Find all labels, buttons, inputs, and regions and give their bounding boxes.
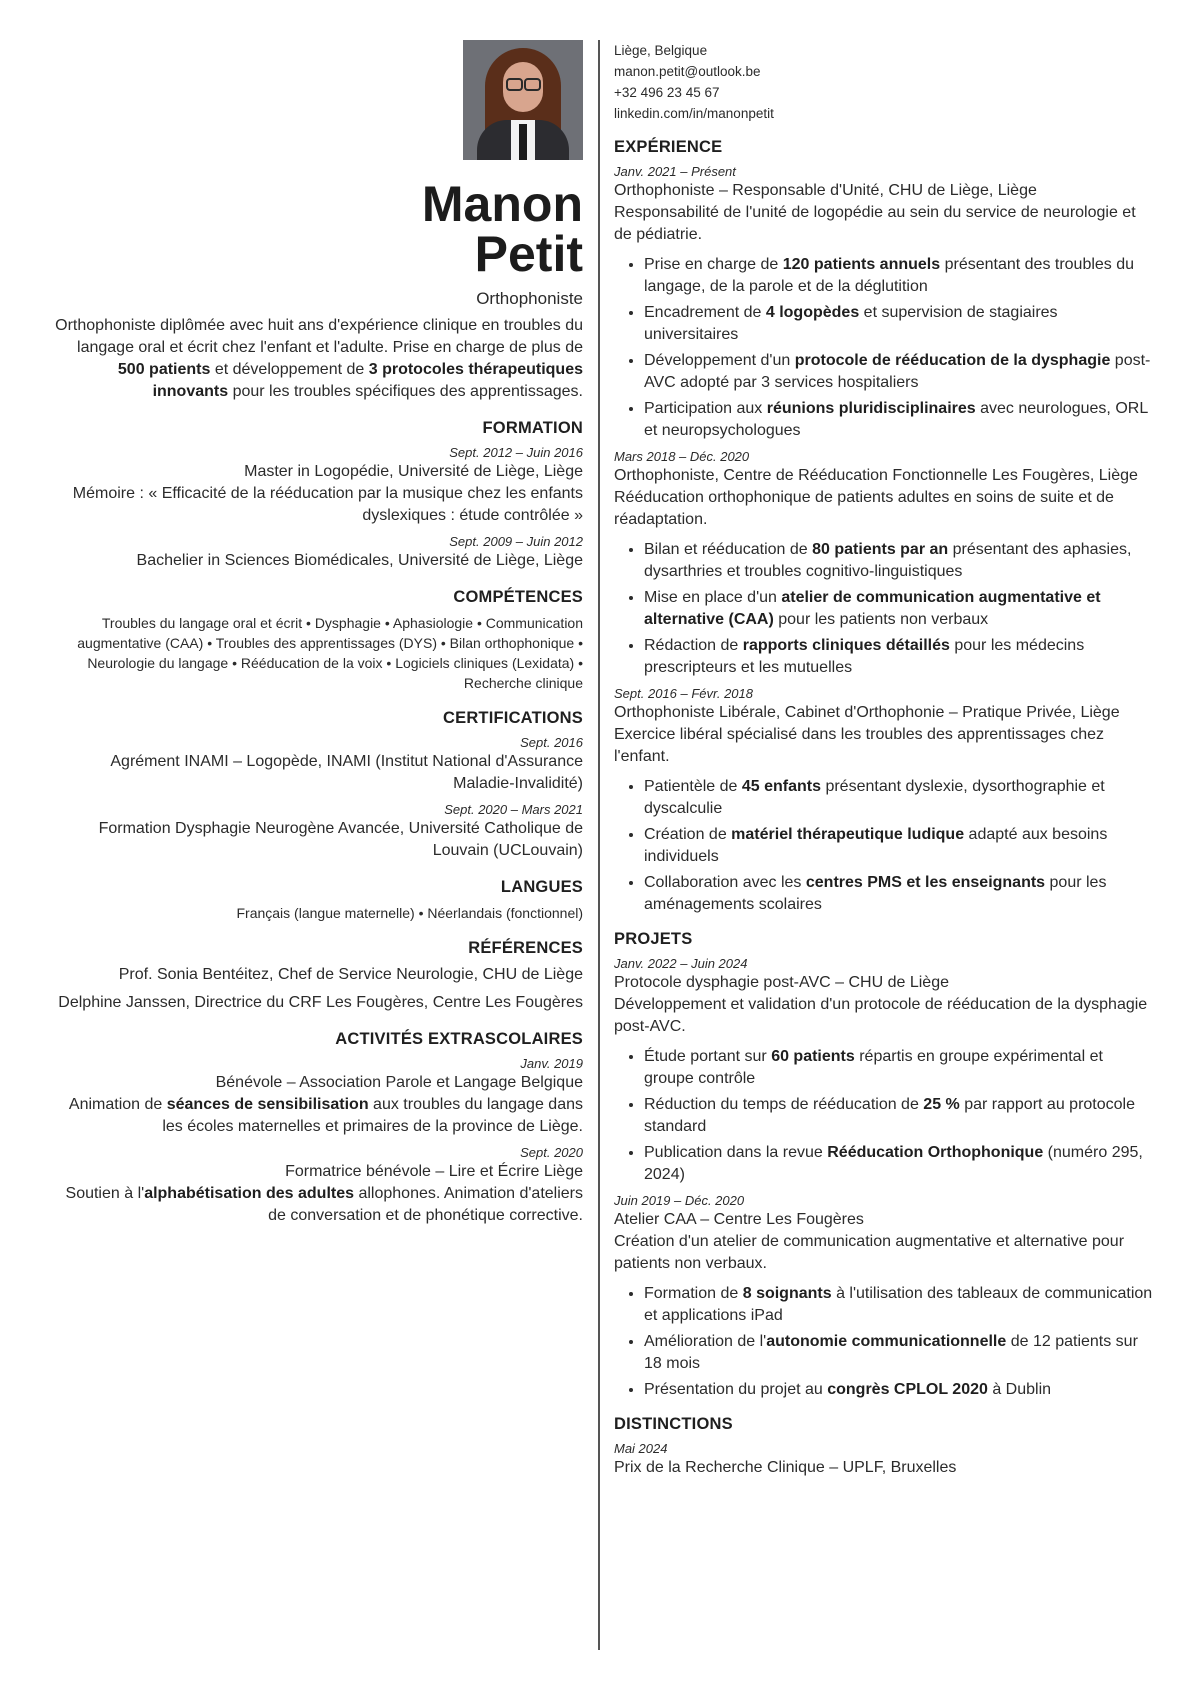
entry-bullets [614,254,1154,442]
experience-item [614,685,1154,916]
contact-linkedin[interactable]: linkedin.com/in/manonpetit [614,106,774,121]
skills-list: Troubles du langage oral et écrit • Dysphagie • Aphasiologie • Communication augmentative (CAA) • Troubles des apprentissages (DYS) • Bilan orthophonique • Neurologie du langage • Rééducation de la voix • Logiciels cliniques (Lexidata) • Recherche clinique [77,615,583,691]
entry-title: Orthophoniste Libérale, Cabinet d'Orthophonie – Pratique Privée, Liège [614,704,1120,721]
contact-phone: +32 496 23 45 67 [614,85,720,100]
bullet-item: • Création de matériel thérapeutique ludique adapté aux besoins individuels [644,824,1154,868]
entry-date: Janv. 2022 – Juin 2024 [614,956,748,971]
section-title-projets: PROJETS [614,930,693,948]
profile-photo [463,40,583,160]
entry-description: Rééducation orthophonique de patients adultes en soins de suite et de réadaptation. [614,489,1114,528]
project-item [614,955,1154,1186]
entry-description: Développement et validation d'un protocole de rééducation de la dysphagie post-AVC. [614,996,1148,1035]
entry-title: Orthophoniste – Responsable d'Unité, CHU de Liège, Liège [614,182,1037,199]
formation-item: Sept. 2009 – Juin 2012 Bachelier in Sciences Biomédicales, Université de Liège, Liège [136,534,583,569]
entry-date: Juin 2019 – Déc. 2020 [614,1193,745,1208]
bullet-item: • Participation aux réunions pluridisciplinaires avec neurologues, ORL et neuropsychologues [644,398,1154,442]
languages-list: Français (langue maternelle) • Néerlandais (fonctionnel) [236,905,583,921]
projects-list [614,955,1154,1401]
reference-item: Delphine Janssen, Directrice du CRF Les Fougères, Centre Les Fougères [58,994,583,1011]
bullet-item: • Patientèle de 45 enfants présentant dyslexie, dysorthographie et dyscalculie [644,776,1154,820]
right-column [614,40,1154,1479]
section-title-certifications: CERTIFICATIONS [443,709,583,727]
contact-email[interactable]: manon.petit@outlook.be [614,64,761,79]
entry-date: Sept. 2016 – Févr. 2018 [614,686,754,701]
entry-date: Janv. 2021 – Présent [614,164,736,179]
job-title: Orthophoniste [476,289,583,308]
distinction-item: Mai 2024 Prix de la Recherche Clinique – UPLF, Bruxelles [614,1441,957,1476]
bullet-item: • Mise en place d'un atelier de communication augmentative et alternative (CAA) pour les patients non verbaux [644,587,1154,631]
section-title-competences: COMPÉTENCES [453,588,583,606]
bullet-item: • Amélioration de l'autonomie communicationnelle de 12 patients sur 18 mois [644,1331,1154,1375]
name-first: Manon [421,176,583,232]
section-title-experience: EXPÉRIENCE [614,138,723,156]
bullet-item: • Présentation du projet au congrès CPLOL 2020 à Dublin [644,1379,1154,1401]
entry-description: Création d'un atelier de communication augmentative et alternative pour patients non verbaux. [614,1233,1125,1272]
entry-description: Exercice libéral spécialisé dans les troubles des apprentissages chez l'enfant. [614,726,1105,765]
activity-item: Janv. 2019 Bénévole – Association Parole et Langage Belgique Animation de séances de sensibilisation aux troubles du langage dans les écoles maternelles et primaires de la province de Liège. [68,1056,583,1135]
activity-item: Sept. 2020 Formatrice bénévole – Lire et Écrire Liège Soutien à l'alphabétisation des adultes allophones. Animation d'ateliers de conversation et de phonétique corrective. [65,1145,583,1224]
bullet-item: • Bilan et rééducation de 80 patients par an présentant des aphasies, dysarthries et troubles cognitivo-linguistiques [644,539,1154,583]
bullet-item: • Collaboration avec les centres PMS et les enseignants pour les aménagements scolaires [644,872,1154,916]
section-title-langues: LANGUES [500,878,583,896]
bullet-item: • Rédaction de rapports cliniques détaillés pour les médecins prescripteurs et les mutuelles [644,635,1154,679]
bullet-item: • Réduction du temps de rééducation de 25 % par rapport au protocole standard [644,1094,1154,1138]
bullet-item: • Développement d'un protocole de rééducation de la dysphagie post-AVC adopté par 3 services hospitaliers [644,350,1154,394]
entry-description: Responsabilité de l'unité de logopédie au sein du service de neurologie et de pédiatrie. [614,204,1136,243]
experience-item [614,163,1154,442]
experience-list [614,163,1154,916]
entry-title: Atelier CAA – Centre Les Fougères [614,1211,864,1228]
formation-item: Sept. 2012 – Juin 2016 Master in Logopédie, Université de Liège, Liège Mémoire : « Efficacité de la rééducation par la musique chez les enfants dyslexiques : étude contrôlée » [72,445,583,524]
name-last: Petit [474,226,583,282]
entry-bullets [614,1046,1154,1186]
certification-item: Sept. 2016 Agrément INAMI – Logopède, INAMI (Institut National d'Assurance Maladie-Invalidité) [110,735,583,792]
bullet-item: • Publication dans la revue Rééducation Orthophonique (numéro 295, 2024) [644,1142,1154,1186]
project-item [614,1192,1154,1401]
entry-date: Mars 2018 – Déc. 2020 [614,449,750,464]
contact-location: Liège, Belgique [614,43,708,58]
entry-bullets [614,1283,1154,1401]
section-title-references: RÉFÉRENCES [468,939,583,957]
certification-item: Sept. 2020 – Mars 2021 Formation Dysphagie Neurogène Avancée, Université Catholique de Louvain (UCLouvain) [98,802,583,859]
bullet-item: • Encadrement de 4 logopèdes et supervision de stagiaires universitaires [644,302,1154,346]
entry-title: Protocole dysphagie post-AVC – CHU de Liège [614,974,949,991]
section-title-activites: ACTIVITÉS EXTRASCOLAIRES [335,1030,583,1048]
entry-bullets [614,776,1154,916]
entry-title: Orthophoniste, Centre de Rééducation Fonctionnelle Les Fougères, Liège [614,467,1138,484]
bullet-item: • Formation de 8 soignants à l'utilisation des tableaux de communication et applications iPad [644,1283,1154,1327]
column-divider [598,40,600,1650]
section-title-formation: FORMATION [482,419,583,437]
bullet-item: • Étude portant sur 60 patients répartis en groupe expérimental et groupe contrôle [644,1046,1154,1090]
entry-bullets [614,539,1154,679]
reference-item: Prof. Sonia Bentéitez, Chef de Service Neurologie, CHU de Liège [118,966,583,983]
left-column [46,40,583,1233]
summary: Orthophoniste diplômée avec huit ans d'expérience clinique en troubles du langage oral et écrit chez l'enfant et l'adulte. Prise en charge de plus de 500 patients et développement de 3 protocoles thérapeutiques innovants pour les troubles spécifiques des apprentissages. [55,317,583,400]
section-title-distinctions: DISTINCTIONS [614,1415,733,1433]
experience-item [614,448,1154,679]
bullet-item: • Prise en charge de 120 patients annuels présentant des troubles du langage, de la parole et de la déglutition [644,254,1154,298]
